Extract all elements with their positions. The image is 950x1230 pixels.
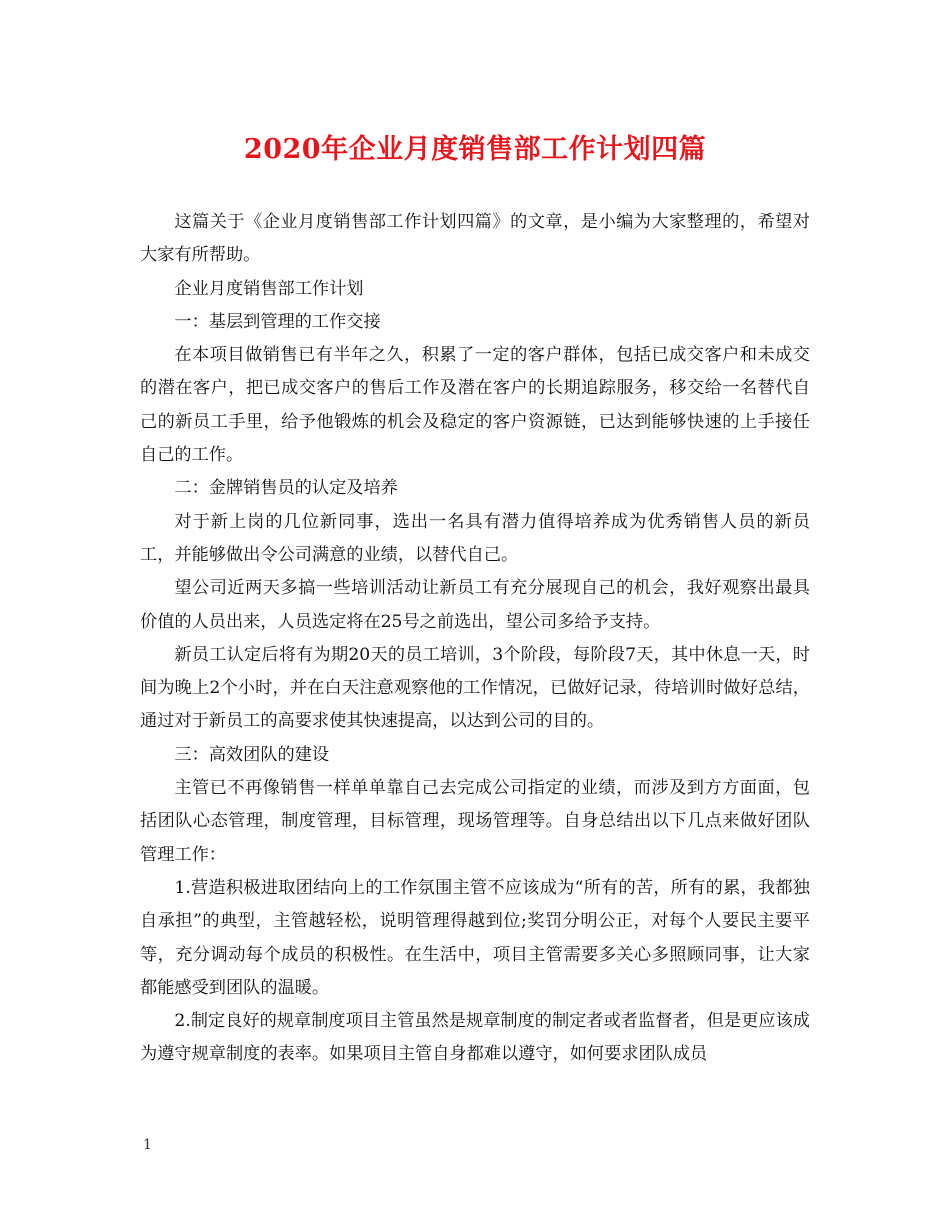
paragraph-intro: 这篇关于《企业月度销售部工作计划四篇》的文章，是小编为大家整理的，希望对大家有所帮助。 [140, 212, 810, 266]
document-title: 2020年企业月度销售部工作计划四篇 [243, 134, 707, 165]
list-item-1: 1.营造积极进取团结向上的工作氛围主管不应该成为“所有的苦，所有的累，我都独自承担”的典型，主管越轻松，说明管理得越到位;奖罚分明公正，对每个人要民主要平等，充分调动每个成员的积极性。在生活中，项目主管需要多关心多照顾同事，让大家都能感受到团队的温暖。 [140, 877, 810, 998]
paragraph: 新员工认定后将有为期20天的员工培训，3个阶段，每阶段7天，其中休息一天，时间为晚上2个小时，并在白天注意观察他的工作情况，已做好记录，待培训时做好总结，通过对于新员工的高要求使其快速提高，以达到公司的目的。 [140, 644, 810, 732]
section-heading-2: 二：金牌销售员的认定及培养 [174, 478, 398, 499]
page-number: 1 [143, 1137, 152, 1153]
paragraph: 主管已不再像销售一样单单靠自己去完成公司指定的业绩，而涉及到方方面面，包括团队心态管理，制度管理，目标管理，现场管理等。自身总结出以下几点来做好团队管理工作： [140, 778, 810, 865]
section-heading-3: 三：高效团队的建设 [174, 744, 330, 765]
paragraph: 在本项目做销售已有半年之久，积累了一定的客户群体，包括已成交客户和未成交的潜在客户，把已成交客户的售后工作及潜在客户的长期追踪服务，移交给一名替代自己的新员工手里，给予他锻炼的机会及稳定的客户资源链，已达到能够快速的上手接任自己的工作。 [140, 345, 810, 466]
paragraph: 对于新上岗的几位新同事，选出一名具有潜力值得培养成为优秀销售人员的新员工，并能够做出令公司满意的业绩，以替代自己。 [140, 511, 810, 565]
list-item-2: 2.制定良好的规章制度项目主管虽然是规章制度的制定者或者监督者，但是更应该成为遵守规章制度的表率。如果项目主管自身都难以遵守，如何要求团队成员 [140, 1011, 810, 1065]
document-body [140, 206, 810, 1072]
paragraph-subtitle: 企业月度销售部工作计划 [174, 278, 364, 299]
paragraph: 望公司近两天多搞一些培训活动让新员工有充分展现自己的机会，我好观察出最具价值的人员出来，人员选定将在25号之前选出，望公司多给予支持。 [140, 578, 810, 632]
section-heading-1: 一：基层到管理的工作交接 [174, 311, 381, 332]
